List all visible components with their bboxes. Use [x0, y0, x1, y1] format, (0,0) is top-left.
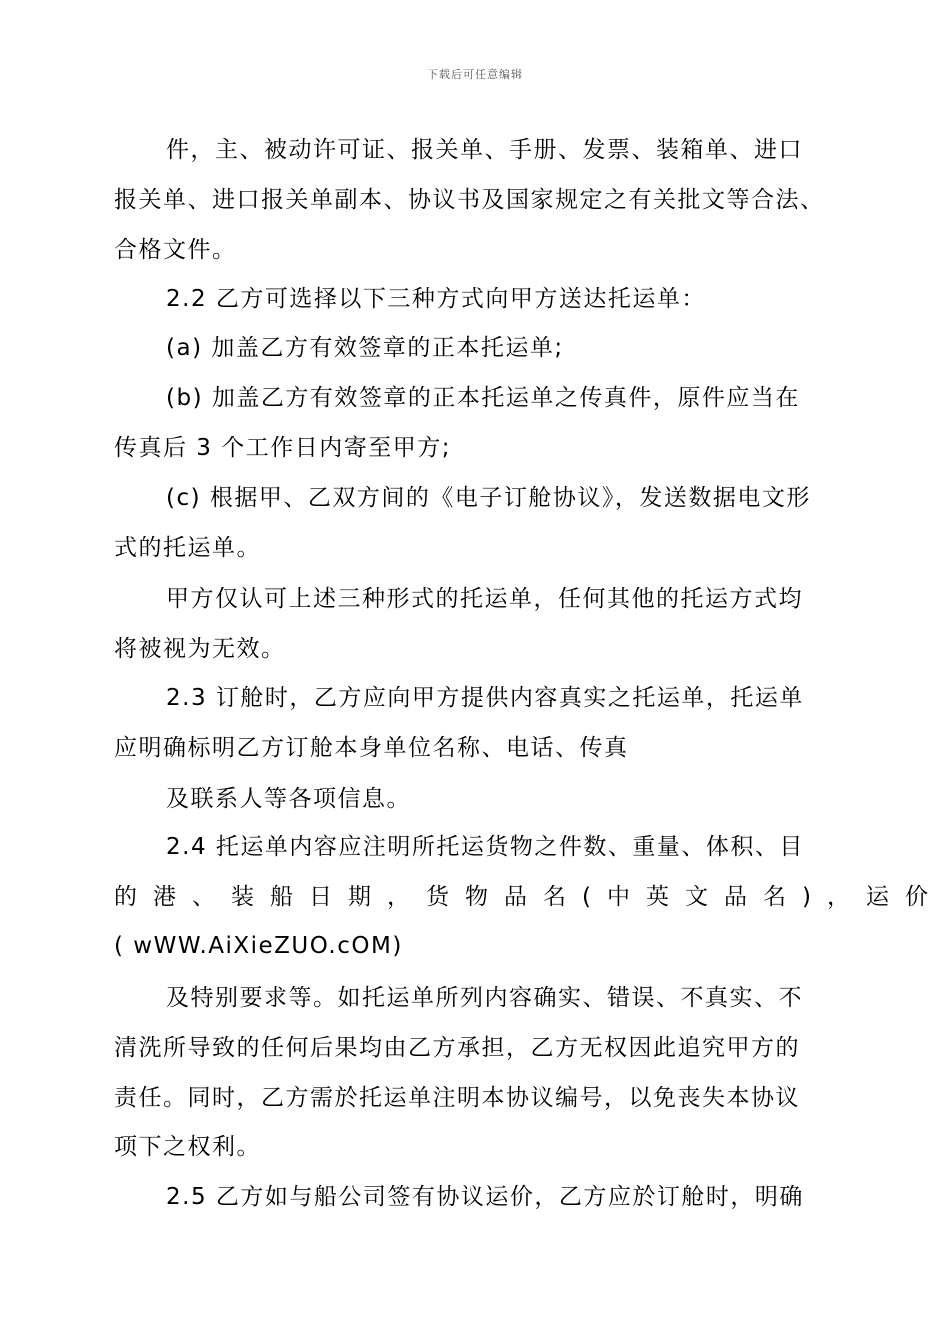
text-line: 项下之权利。	[114, 1134, 261, 1160]
text-line: 传真后 3 个工作日内寄至甲方;	[114, 435, 452, 461]
text-line: 的港、装船日期，货物品名(中英文品名)，运价	[114, 884, 944, 910]
paragraph-line: 甲方仅认可上述三种形式的托运单，任何其他的托运方式均	[166, 586, 803, 612]
paragraph-line: 及特别要求等。如托运单所列内容确实、错误、不真实、不	[166, 985, 803, 1011]
clause-heading-2-3: 2.3 订舱时，乙方应向甲方提供内容真实之托运单，托运单	[166, 685, 804, 711]
clause-heading-2-4: 2.4 托运单内容应注明所托运货物之件数、重量、体积、目	[166, 834, 804, 860]
text-line: 及联系人等各项信息。	[166, 786, 411, 812]
text-line: 合格文件。	[114, 237, 237, 263]
text-line: 报关单、进口报关单副本、协议书及国家规定之有关批文等合法、	[114, 187, 825, 213]
page-header-note: 下载后可任意编辑	[427, 68, 523, 81]
watermark-url-line: ( wWW.AiXieZUO.cOM)	[114, 933, 403, 959]
list-item-b: (b) 加盖乙方有效签章的正本托运单之传真件，原件应当在	[166, 385, 800, 411]
text-line: 件，主、被动许可证、报关单、手册、发票、装箱单、进口	[166, 137, 803, 163]
text-line: 应明确标明乙方订舱本身单位名称、电话、传真	[114, 735, 629, 761]
clause-heading-2-2: 2.2 乙方可选择以下三种方式向甲方送达托运单：	[166, 286, 706, 312]
text-line: 清洗所导致的任何后果均由乙方承担，乙方无权因此追究甲方的	[114, 1035, 800, 1061]
text-line: 式的托运单。	[114, 535, 261, 561]
clause-heading-2-5: 2.5 乙方如与船公司签有协议运价，乙方应於订舱时，明确	[166, 1184, 804, 1210]
text-line: 责任。同时，乙方需於托运单注明本协议编号，以免丧失本协议	[114, 1085, 800, 1111]
list-item-c: (c) 根据甲、乙双方间的《电子订舱协议》，发送数据电文形	[166, 485, 811, 511]
text-line: 将被视为无效。	[114, 636, 286, 662]
list-item-a: (a) 加盖乙方有效签章的正本托运单;	[166, 335, 564, 361]
